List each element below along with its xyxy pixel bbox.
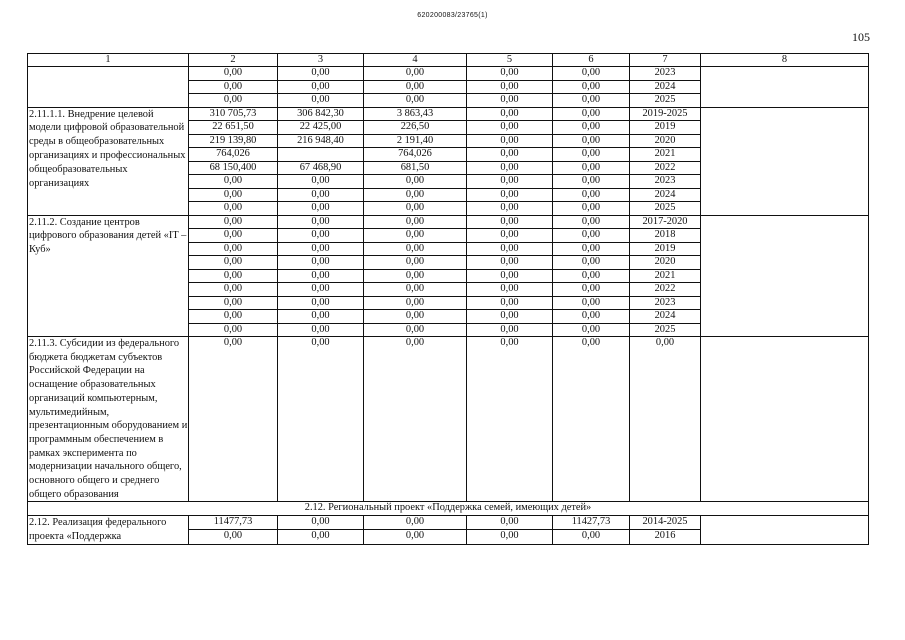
table-cell: 0,00	[278, 67, 364, 81]
table-cell: 216 948,40	[278, 134, 364, 148]
table-cell: 0,00	[467, 296, 553, 310]
table-cell: 2024	[630, 310, 701, 324]
table-cell: 0,00	[467, 256, 553, 270]
table-cell: 0,00	[364, 242, 467, 256]
table-cell: 0,00	[553, 121, 630, 135]
empty-cell	[701, 515, 869, 544]
table-cell: 0,00	[553, 175, 630, 189]
header-cell: 2	[189, 54, 278, 67]
table-cell: 0,00	[189, 175, 278, 189]
table-cell: 0,00	[467, 148, 553, 162]
table-cell: 0,00	[467, 283, 553, 297]
header-cell: 6	[553, 54, 630, 67]
table-cell: 0,00	[553, 323, 630, 337]
document-id: 620200083/23765(1)	[417, 12, 488, 19]
table-cell: 0,00	[553, 337, 630, 502]
table-cell: 0,00	[364, 188, 467, 202]
table-cell: 0,00	[553, 310, 630, 324]
table-cell: 0,00	[467, 229, 553, 243]
table-row	[28, 67, 869, 81]
table-cell: 0,00	[364, 175, 467, 189]
table-cell: 0,00	[467, 337, 553, 502]
header-cell: 7	[630, 54, 701, 67]
table-cell: 306 842,30	[278, 107, 364, 121]
table-cell: 2020	[630, 134, 701, 148]
table-cell: 0,00	[553, 242, 630, 256]
header-cell: 4	[364, 54, 467, 67]
section-row	[28, 502, 869, 516]
table-cell: 0,00	[278, 515, 364, 529]
table-cell: 22 651,50	[189, 121, 278, 135]
table-cell: 0,00	[467, 134, 553, 148]
table-cell: 0,00	[467, 121, 553, 135]
table-cell: 0,00	[278, 310, 364, 324]
table-cell: 0,00	[467, 80, 553, 94]
table-cell: 0,00	[553, 215, 630, 229]
table-cell: 2018	[630, 229, 701, 243]
header-cell: 5	[467, 54, 553, 67]
page-number: 105	[852, 30, 870, 44]
table-cell: 0,00	[189, 530, 278, 544]
table-cell: 3 863,43	[364, 107, 467, 121]
table-cell: 0,00	[467, 215, 553, 229]
table-cell: 0,00	[467, 94, 553, 108]
table-cell	[278, 148, 364, 162]
table-cell: 0,00	[553, 256, 630, 270]
table-cell: 0,00	[278, 175, 364, 189]
table-cell: 681,50	[364, 161, 467, 175]
table-cell: 0,00	[364, 283, 467, 297]
table-cell: 226,50	[364, 121, 467, 135]
table-cell: 219 139,80	[189, 134, 278, 148]
table-cell: 764,026	[189, 148, 278, 162]
table-cell: 0,00	[364, 94, 467, 108]
row-label: 2.11.3. Субсидии из федерального бюджета бюджетам субъектов Российской Федерации на оснащение образовательных организаций компьютерным, мультимедийным, презентационным оборудованием и программным обеспечением в рамках эксперимента по модернизации начального общего, основного общего и среднего общего образования	[28, 337, 189, 502]
table-row	[28, 337, 869, 502]
table-cell: 0,00	[364, 256, 467, 270]
table-cell: 2024	[630, 188, 701, 202]
table-cell: 0,00	[467, 323, 553, 337]
table-row	[28, 515, 869, 529]
table-cell: 0,00	[553, 80, 630, 94]
row-label: 2.12. Реализация федерального проекта «Поддержка	[28, 515, 189, 544]
row-label: 2.11.2. Создание центров цифрового образования детей «IT –Куб»	[28, 215, 189, 337]
empty-cell	[701, 337, 869, 502]
row-label: 2.11.1.1. Внедрение целевой модели цифровой образовательной среды в общеобразовательных организациях и профессиональных общеобразовательных организациях	[28, 107, 189, 215]
table-cell: 0,00	[364, 215, 467, 229]
table-cell: 0,00	[553, 134, 630, 148]
empty-cell	[701, 67, 869, 108]
table-cell: 0,00	[278, 296, 364, 310]
table-cell: 0,00	[189, 269, 278, 283]
table-cell: 0,00	[364, 269, 467, 283]
table-cell: 0,00	[278, 215, 364, 229]
table-cell: 68 150,400	[189, 161, 278, 175]
table-cell: 0,00	[553, 296, 630, 310]
table-cell: 2 191,40	[364, 134, 467, 148]
table-cell: 310 705,73	[189, 107, 278, 121]
table-cell: 0,00	[278, 94, 364, 108]
table-cell: 0,00	[189, 202, 278, 216]
table-cell: 0,00	[278, 202, 364, 216]
table-cell: 2025	[630, 202, 701, 216]
table-cell: 0,00	[467, 242, 553, 256]
table-cell: 0,00	[189, 229, 278, 243]
table-cell: 0,00	[553, 229, 630, 243]
table-cell: 0,00	[364, 530, 467, 544]
table-cell: 0,00	[278, 337, 364, 502]
section-title: 2.12. Региональный проект «Поддержка семей, имеющих детей»	[28, 502, 869, 516]
table-cell: 0,00	[278, 256, 364, 270]
table-cell: 0,00	[364, 80, 467, 94]
table-cell: 0,00	[553, 269, 630, 283]
table-cell: 0,00	[553, 530, 630, 544]
table-cell: 0,00	[278, 229, 364, 243]
table-cell: 2016	[630, 530, 701, 544]
table-cell: 0,00	[189, 215, 278, 229]
table-cell: 0,00	[467, 175, 553, 189]
table-cell: 0,00	[364, 229, 467, 243]
table-cell: 0,00	[364, 310, 467, 324]
table-cell: 11427,73	[553, 515, 630, 529]
table-cell: 2021	[630, 148, 701, 162]
table-cell: 0,00	[278, 269, 364, 283]
table-cell: 0,00	[278, 80, 364, 94]
table-cell: 0,00	[467, 310, 553, 324]
table-cell: 0,00	[467, 515, 553, 529]
table-cell: 2019-2025	[630, 107, 701, 121]
table-cell: 0,00	[467, 269, 553, 283]
table-cell: 0,00	[467, 530, 553, 544]
table-cell: 11477,73	[189, 515, 278, 529]
table-cell: 0,00	[189, 283, 278, 297]
table-cell: 0,00	[467, 161, 553, 175]
table-cell: 0,00	[189, 337, 278, 502]
table-cell: 0,00	[553, 202, 630, 216]
table-cell: 0,00	[189, 188, 278, 202]
table-cell: 2022	[630, 161, 701, 175]
table-cell: 0,00	[189, 323, 278, 337]
table-cell: 0,00	[553, 283, 630, 297]
table-cell: 2024	[630, 80, 701, 94]
table-cell: 2021	[630, 269, 701, 283]
table-cell: 0,00	[278, 242, 364, 256]
header-cell: 1	[28, 54, 189, 67]
table-cell: 0,00	[467, 107, 553, 121]
table-cell: 2017-2020	[630, 215, 701, 229]
table-cell: 0,00	[278, 530, 364, 544]
table-cell: 0,00	[467, 202, 553, 216]
table-cell: 0,00	[364, 296, 467, 310]
table-cell: 0,00	[364, 337, 467, 502]
table-cell: 0,00	[553, 67, 630, 81]
table-body	[28, 54, 869, 545]
table-cell: 2023	[630, 67, 701, 81]
table-cell: 2022	[630, 283, 701, 297]
table-cell: 2019	[630, 121, 701, 135]
table-cell: 0,00	[189, 310, 278, 324]
table-row	[28, 107, 869, 121]
empty-cell	[701, 215, 869, 337]
table-cell: 2019	[630, 242, 701, 256]
table-cell: 0,00	[553, 161, 630, 175]
table-cell: 0,00	[189, 67, 278, 81]
table-cell: 0,00	[189, 296, 278, 310]
table-cell: 0,00	[553, 94, 630, 108]
table-cell: 0,00	[189, 94, 278, 108]
row-label	[28, 67, 189, 108]
table-cell: 0,00	[364, 323, 467, 337]
table-cell: 764,026	[364, 148, 467, 162]
budget-table	[27, 53, 869, 545]
table-cell: 0,00	[630, 337, 701, 502]
table-cell: 0,00	[278, 188, 364, 202]
table-cell: 0,00	[364, 67, 467, 81]
table-cell: 2020	[630, 256, 701, 270]
table-cell: 2014-2025	[630, 515, 701, 529]
table-cell: 0,00	[189, 242, 278, 256]
table-cell: 2023	[630, 175, 701, 189]
header-row	[28, 54, 869, 67]
table-cell: 2025	[630, 323, 701, 337]
table-cell: 0,00	[553, 107, 630, 121]
table-cell: 0,00	[278, 283, 364, 297]
empty-cell	[701, 107, 869, 215]
table-cell: 0,00	[467, 67, 553, 81]
table-cell: 0,00	[553, 148, 630, 162]
table-cell: 2025	[630, 94, 701, 108]
table-cell: 0,00	[278, 323, 364, 337]
header-cell: 8	[701, 54, 869, 67]
table-cell: 0,00	[553, 188, 630, 202]
table-cell: 0,00	[467, 188, 553, 202]
table-cell: 2023	[630, 296, 701, 310]
table-row	[28, 215, 869, 229]
table-cell: 22 425,00	[278, 121, 364, 135]
table-cell: 67 468,90	[278, 161, 364, 175]
header-cell: 3	[278, 54, 364, 67]
table-cell: 0,00	[364, 515, 467, 529]
table-cell: 0,00	[189, 80, 278, 94]
table-cell: 0,00	[189, 256, 278, 270]
table-cell: 0,00	[364, 202, 467, 216]
